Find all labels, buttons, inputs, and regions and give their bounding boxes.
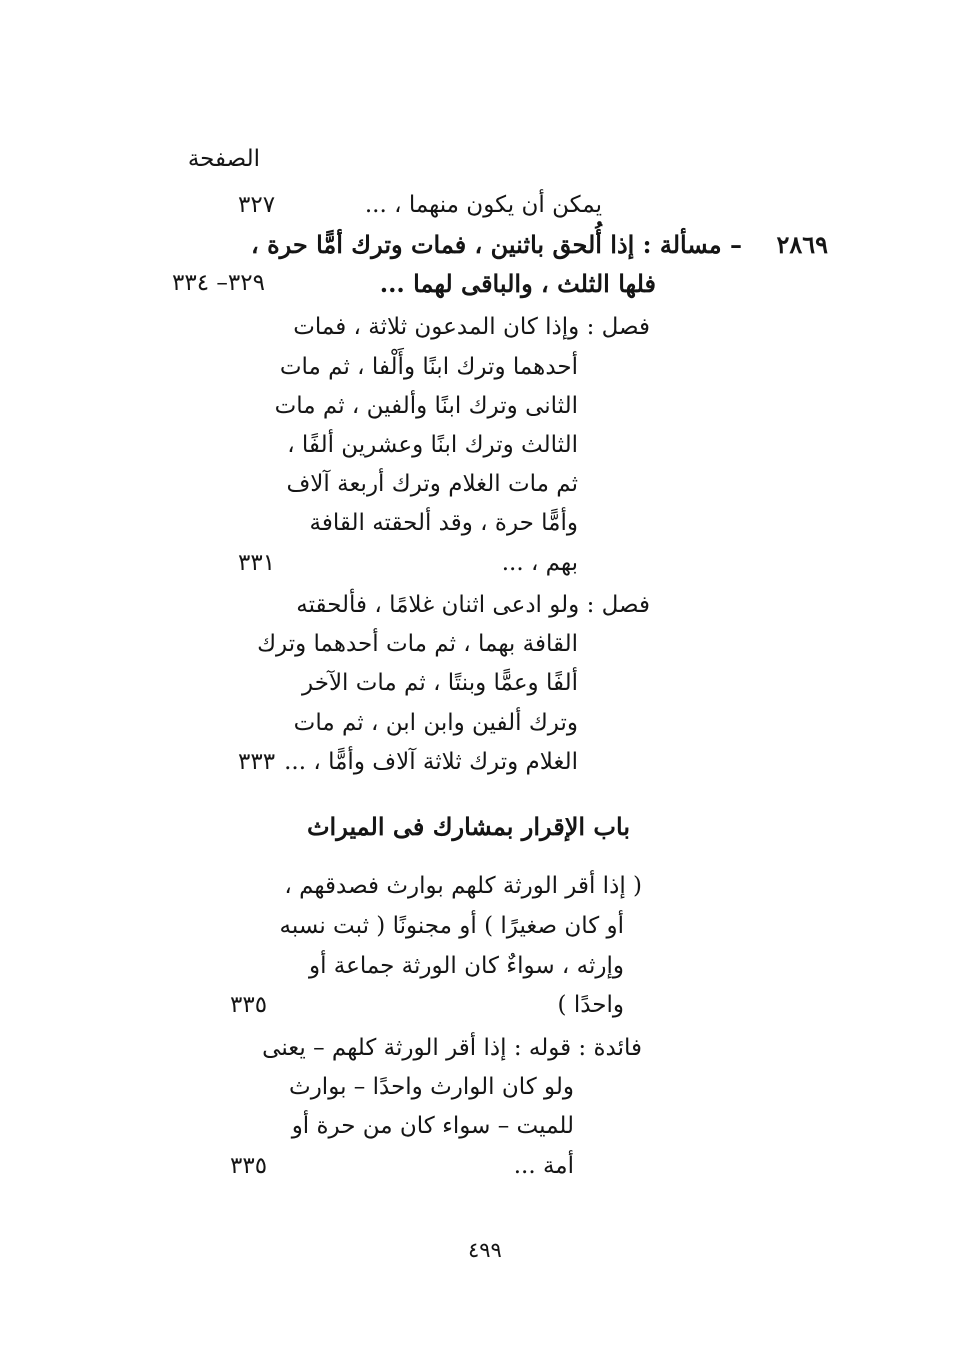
section-page-ref: ٣٣١ bbox=[238, 550, 276, 576]
question-title-continued: فلها الثلث ، والباقى لهما ... bbox=[379, 269, 656, 298]
section-line: فصل : وإذا كان المدعون ثلاثة ، فمات bbox=[293, 314, 650, 340]
entry-page-ref: ٣٢٧ bbox=[238, 192, 276, 218]
note-line: أمة ... bbox=[513, 1153, 574, 1179]
entry-text: يمكن أن يكون منهما ، ... bbox=[364, 192, 602, 218]
note-line: فائدة : قوله : إذا أقر الورثة كلهم – يعنى bbox=[262, 1035, 642, 1061]
note-line: ولو كان الوارث واحدًا – بوارث bbox=[289, 1074, 574, 1100]
section-line: وأمًّا حرة ، وقد ألحقته القافة bbox=[309, 510, 578, 536]
body-line: ( إذا أقر الورثة كلهم بوارث فصدقهم ، bbox=[284, 873, 642, 899]
section-line: فصل : ولو ادعى اثنان غلامًا ، فألحقته bbox=[296, 592, 650, 618]
page-column-label: الصفحة bbox=[187, 146, 260, 172]
section-line: ألفًا وعمًّا وبنتًا ، ثم مات الآخر bbox=[302, 670, 578, 696]
body-line: وإرثه ، سواءٌ كان الورثة جماعة أو bbox=[308, 953, 624, 979]
section-line: الثانى وترك ابنًا وألفين ، ثم مات bbox=[274, 393, 578, 419]
section-line: الثالث وترك ابنًا وعشرين ألفًا ، bbox=[287, 432, 578, 458]
chapter-heading: باب الإقرار بمشارك فى الميراث bbox=[306, 812, 630, 841]
body-line: أو كان صغيرًا ) أو مجنونًا ( ثبت نسبه bbox=[279, 913, 624, 939]
note-line: للميت – سواء كان من حرة أو bbox=[291, 1113, 574, 1139]
note-page-ref: ٣٣٥ bbox=[230, 1153, 268, 1179]
question-title: – مسألة : إذا أُلحق باثنين ، فمات وترك أمًّا حرة ، bbox=[251, 230, 742, 259]
question-page-range: ٣٢٩– ٣٣٤ bbox=[172, 270, 265, 296]
page-number: ٤٩٩ bbox=[468, 1238, 502, 1262]
section-line: ثم مات الغلام وترك أربعة آلاف bbox=[286, 471, 578, 497]
body-page-ref: ٣٣٥ bbox=[230, 992, 268, 1018]
section-line: وترك ألفين وابن ابن ، ثم مات bbox=[293, 710, 578, 736]
section-line: الغلام وترك ثلاثة آلاف وأمًّا ، ... bbox=[284, 749, 578, 775]
section-line: أحدهما وترك ابنًا وأَلْفا ، ثم مات bbox=[279, 354, 578, 380]
section-line: بهم ، ... bbox=[501, 550, 578, 576]
section-page-ref: ٣٣٣ bbox=[238, 749, 276, 775]
section-line: القافة بهما ، ثم مات أحدهما وترك bbox=[257, 631, 578, 657]
question-number: ٢٨٦٩ bbox=[776, 230, 828, 259]
body-line: واحدًا ) bbox=[557, 992, 624, 1018]
